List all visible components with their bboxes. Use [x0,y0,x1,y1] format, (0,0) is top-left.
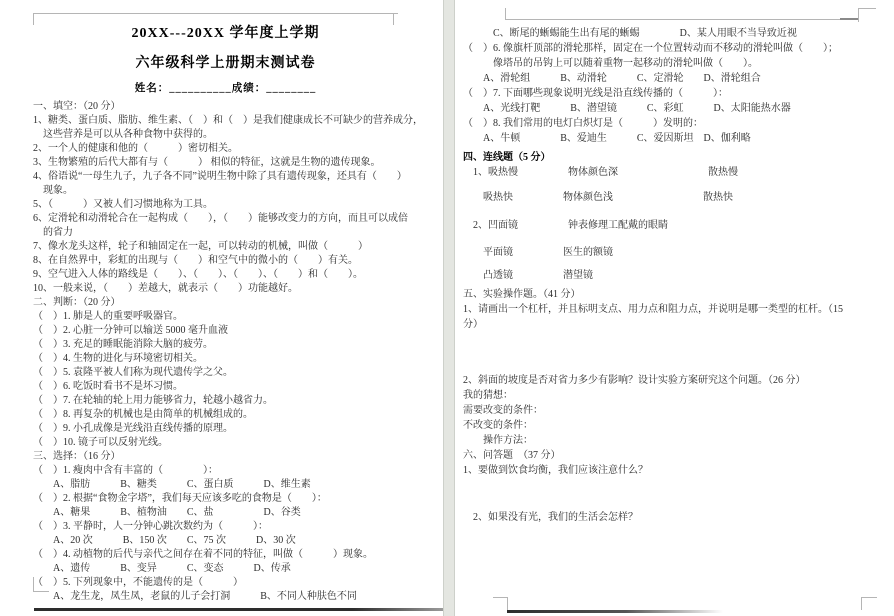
text-line: 8、在自然界中，彩虹的出现与（ ）和空气中的微小的（ ）有关。 [33,255,358,266]
page-2-content [463,26,889,525]
text-line: （ ）8. 我们常用的电灯白炽灯是（ ）发明的： [463,118,703,129]
page-2[interactable] [455,0,894,616]
text-line: 平面镜 医生的额镜 [463,247,613,258]
text-line: （ ）5. 袁隆平被人们称为现代遗传学之父。 [33,367,233,378]
text-line: 一、填空：（20 分） [33,101,121,112]
text-line: A、龙生龙，凤生凤，老鼠的儿子会打洞 B、不同人种肤色不同 [33,591,357,602]
crop-mark [493,597,508,598]
margin-mark-top [33,13,398,14]
crop-mark [840,18,858,20]
text-line: （ ）1. 肺是人的重要呼吸器官。 [33,311,183,322]
text-line: 二、判断：（20 分） [33,297,121,308]
text-line: 需要改变的条件： [463,405,543,416]
text-line: （ ）10. 镜子可以反射光线。 [33,437,168,448]
text-line: 2、斜面的坡度是否对省力多少有影响？设计实验方案研究这个问题。（26 分） [463,375,806,386]
text-line: 三、选择：（16 分） [33,451,121,462]
text-line: 姓名：__________成绩：________ [134,83,317,94]
text-line: 7、像水龙头这样，轮子和轴固定在一起，可以转动的机械，叫做（ ） [33,241,368,252]
text-line: （ ）5. 下列现象中，不能遗传的是（ ） [33,577,243,588]
text-line: （ ）6. 像旗杆顶部的滑轮那样，固定在一个位置转动而不移动的滑轮叫做（ ）； [463,43,838,54]
page-1[interactable] [0,0,443,616]
text-line: （ ）9. 小孔成像是光线沿直线传播的原理。 [33,423,233,434]
text-line: A、光线打靶 B、潜望镜 C、彩虹 D、太阳能热水器 [463,103,791,114]
text-line: 像塔吊的吊钩上可以随着重物一起移动的滑轮叫做（ ）。 [463,58,758,69]
crop-mark [861,597,877,598]
text-line: 1、要做到饮食均衡，我们应该注意什么？ [463,465,648,476]
text-line: 2、一个人的健康和他的（ ）密切相关。 [33,143,238,154]
text-line: （ ）2. 根据“食物金字塔”，我们每天应该多吃的食物是（ ）： [33,493,327,504]
text-line: 5、（ ）又被人们习惯地称为工具。 [33,199,213,210]
text-line: 1、吸热慢 物体颜色深 散热慢 [463,167,738,178]
text-line: 四、连线题（5 分） [463,152,551,163]
crop-mark [858,8,876,9]
text-line: 6、定滑轮和动滑轮合在一起构成（ ），（ ）能够改变力的方向，而且可以成倍 [33,213,408,224]
text-line: （ ）4. 生物的进化与环境密切相关。 [33,353,203,364]
text-line: 9、空气进入人体的路线是（ ）、（ ）、（ ）、（ ）和（ ）。 [33,269,363,280]
text-line: （ ）7. 下面哪些现象说明光线是沿直线传播的（ ）： [463,88,728,99]
text-line: 20XX---20XX 学年度上学期 [131,26,320,41]
text-line: 4、俗语说“一母生九子，九子各不同”说明生物中除了具有遗传现象，还具有（ ） [33,171,407,182]
page-bottom-edge [34,608,443,611]
text-line: 10、一般来说，（ ）差越大，就表示（ ）功能越好。 [33,283,298,294]
text-line: 六年级科学上册期末测试卷 [135,56,316,71]
text-line: 1、请画出一个杠杆，并且标明支点、用力点和阻力点，并说明是哪一类型的杠杆。（15 [463,304,843,315]
text-line: 的省力 [33,227,73,238]
text-line: 现象。 [33,185,73,196]
text-line: 1、糖类、蛋白质、脂肪、维生素、（ ）和（ ）是我们健康成长不可缺少的营养成分， [33,115,423,126]
text-line: （ ）4. 动植物的后代与亲代之间存在着不同的特征，叫做（ ）现象。 [33,549,373,560]
text-line: C、断尾的蜥蜴能生出有尾的蜥蜴 D、某人用眼不当导致近视 [463,28,797,39]
text-line: 我的猜想： [463,390,513,401]
text-line: A、滑轮组 B、动滑轮 C、定滑轮 D、滑轮组合 [463,73,761,84]
text-line: A、牛顿 B、爱迪生 C、爱因斯坦 D、伽利略 [463,133,751,144]
text-line: A、遗传 B、变异 C、变态 D、传承 [33,563,291,574]
crop-mark [505,8,506,19]
text-line: 五、实验操作题。（41 分） [463,289,581,300]
text-line: A、糖果 B、植物油 C、盐 D、谷类 [33,507,301,518]
text-line: 操作方法： [463,435,533,446]
text-line: 凸透镜 潜望镜 [463,270,593,281]
text-line: 分） [463,319,483,330]
text-line: （ ）8. 再复杂的机械也是由简单的机械组成的。 [33,409,253,420]
page-1-content [33,22,423,604]
text-line: （ ）3. 充足的睡眠能消除大脑的疲劳。 [33,339,213,350]
crop-mark [858,8,859,22]
page-bottom-edge [507,610,723,613]
text-line: （ ）3. 平静时，人一分钟心跳次数约为（ ）： [33,521,268,532]
text-line: 吸热快 物体颜色浅 散热快 [463,192,733,203]
text-line: 2、凹面镜 钟表修理工配戴的眼睛 [463,220,668,231]
crop-mark [861,597,862,610]
margin-mark-top [505,19,857,20]
text-line: （ ）2. 心脏一分钟可以输送 5000 毫升血液 [33,325,228,336]
page-gap [443,0,455,616]
text-line: （ ）1. 瘦肉中含有丰富的（ ）： [33,465,218,476]
text-line: 不改变的条件： [463,420,533,431]
text-line: 3、生物繁殖的后代大都有与（ ） 相似的特征，这就是生物的遗传现象。 [33,157,381,168]
text-line: A、脂肪 B、糖类 C、蛋白质 D、维生素 [33,479,311,490]
text-line: 2、如果没有光，我们的生活会怎样？ [463,512,638,523]
text-line: （ ）6. 吃饭时看书不是坏习惯。 [33,381,183,392]
text-line: 这些营养是可以从各种食物中获得的。 [33,129,213,140]
crop-mark [507,597,508,610]
text-line: A、20 次 B、150 次 C、75 次 D、30 次 [33,535,296,546]
text-line: （ ）7. 在轮轴的轮上用力能够省力，轮越小越省力。 [33,395,273,406]
text-line: 六、问答题 （37 分） [463,450,561,461]
